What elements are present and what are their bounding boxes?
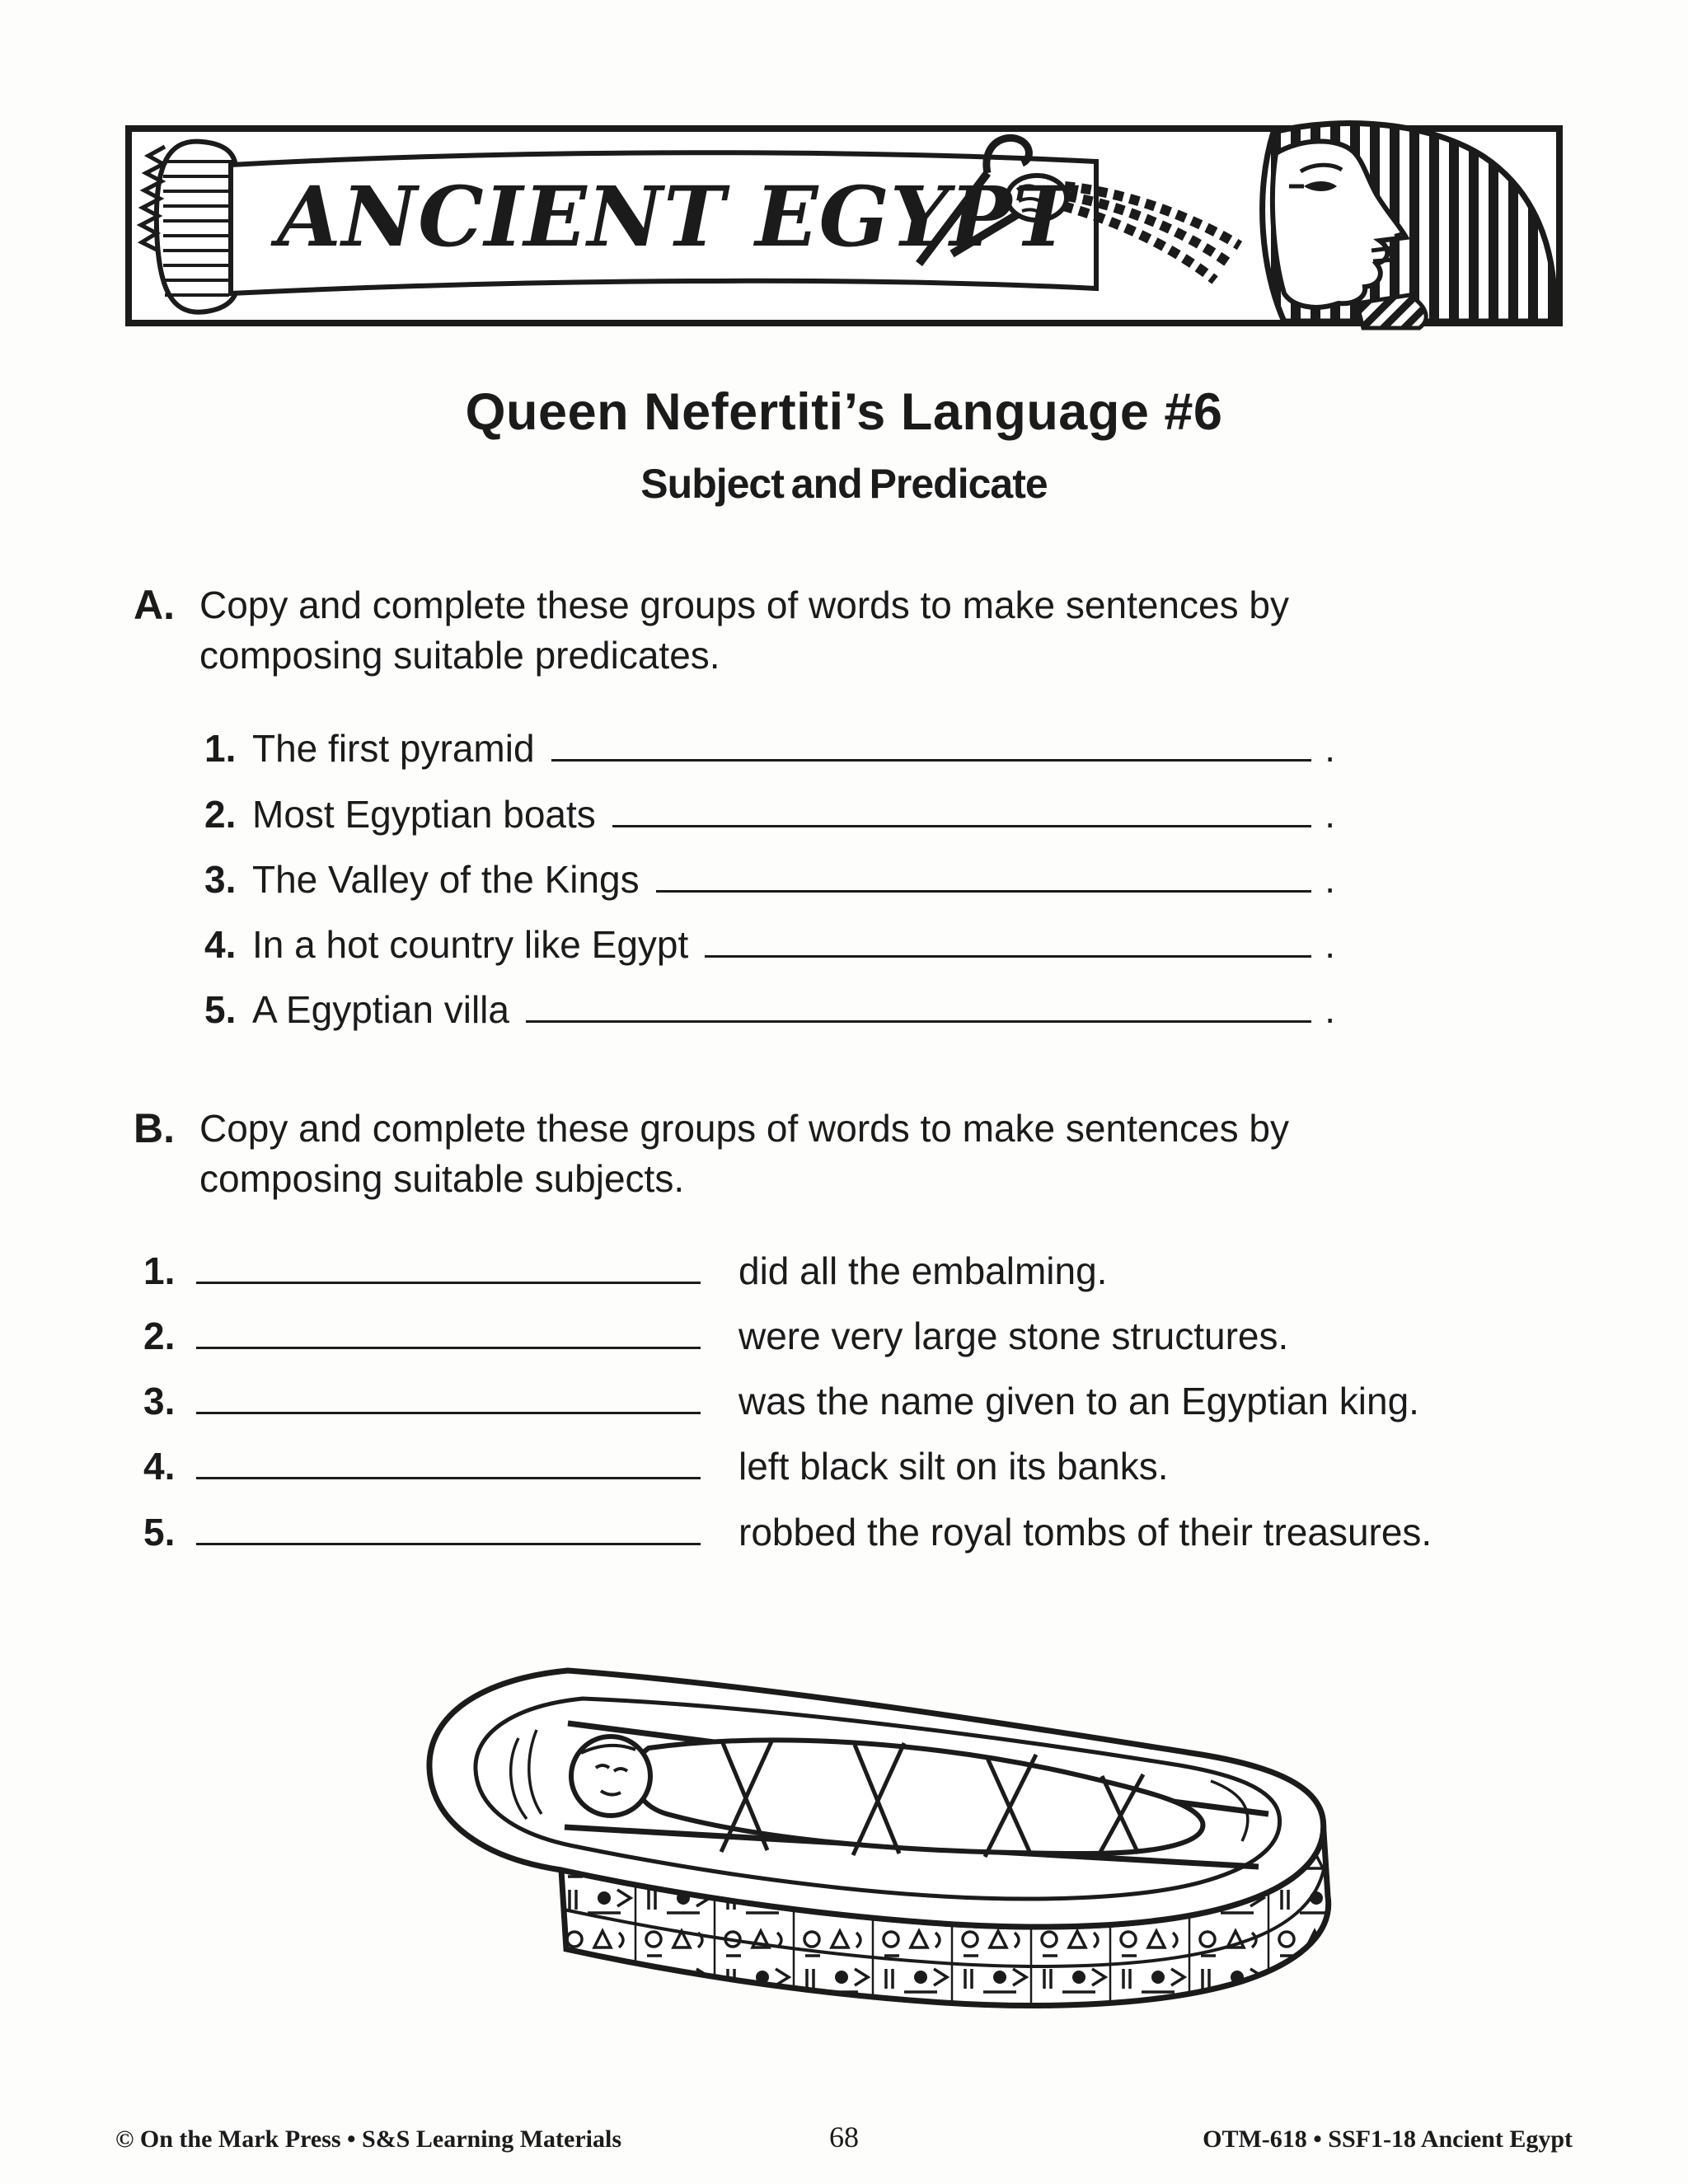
section-b-items <box>143 1249 1564 1555</box>
section-b-label: B. <box>134 1105 175 1152</box>
page-footer <box>115 2120 1573 2154</box>
write-in-line <box>551 759 1312 762</box>
section-a-label: A. <box>134 582 175 628</box>
banner-title: ANCIENT EGYPT <box>277 168 1075 265</box>
publisher-credit: © On the Mark Press • S&S Learning Materials <box>115 2125 621 2153</box>
page-title: Queen Nefertiti’s Language #6 <box>465 383 1223 441</box>
item-number: 2. <box>204 792 237 836</box>
write-in-line <box>656 890 1312 893</box>
fill-in-row <box>143 1444 1564 1489</box>
write-in-line <box>196 1543 701 1545</box>
section-a-instructions: Copy and complete these groups of words to make sentences by composing suitable predicates. <box>199 583 1289 677</box>
item-stem: The Valley of the Kings <box>252 857 640 901</box>
fill-in-row <box>204 987 1335 1033</box>
fill-in-row <box>204 726 1335 771</box>
item-stem: Most Egyptian boats <box>252 792 596 836</box>
item-number: 3. <box>143 1380 176 1423</box>
write-in-line <box>612 825 1311 827</box>
section-a-items <box>204 726 1335 1033</box>
write-in-line <box>196 1477 701 1479</box>
fill-in-row <box>204 792 1335 837</box>
line-terminator: . <box>1325 727 1335 771</box>
item-number: 5. <box>204 988 237 1032</box>
item-number: 4. <box>143 1445 176 1488</box>
item-stem: The first pyramid <box>252 727 535 771</box>
fill-in-row <box>143 1314 1564 1359</box>
item-stem: left black silt on its banks. <box>738 1445 1169 1488</box>
item-number: 3. <box>204 857 237 901</box>
section-a <box>124 580 1564 1033</box>
item-stem: were very large stone structures. <box>738 1315 1289 1357</box>
item-number: 4. <box>204 923 237 966</box>
section-b-instructions: Copy and complete these groups of words to make sentences by composing suitable subjects. <box>199 1107 1289 1201</box>
line-terminator: . <box>1325 792 1335 836</box>
write-in-line <box>705 955 1311 958</box>
item-number: 5. <box>143 1510 176 1554</box>
line-terminator: . <box>1325 857 1335 901</box>
item-number: 1. <box>204 727 237 771</box>
write-in-line <box>526 1020 1311 1023</box>
page-subtitle: Subject and Predicate <box>640 461 1048 507</box>
worksheet-body <box>0 580 1688 2043</box>
line-terminator: . <box>1325 988 1335 1032</box>
item-stem: A Egyptian villa <box>252 988 509 1032</box>
section-b <box>124 1104 1564 1554</box>
item-number: 1. <box>143 1249 176 1292</box>
item-stem: did all the embalming. <box>738 1249 1108 1292</box>
header-banner <box>124 114 1564 338</box>
item-stem: In a hot country like Egypt <box>252 923 689 966</box>
fill-in-row <box>143 1249 1564 1294</box>
fill-in-row <box>204 922 1335 968</box>
fill-in-row <box>143 1510 1564 1555</box>
write-in-line <box>196 1347 701 1349</box>
line-terminator: . <box>1325 923 1335 966</box>
item-number: 2. <box>143 1315 176 1357</box>
fill-in-row <box>143 1379 1564 1424</box>
write-in-line <box>196 1412 701 1414</box>
item-stem: robbed the royal tombs of their treasures. <box>738 1510 1432 1554</box>
write-in-line <box>196 1282 701 1284</box>
product-code: OTM-618 • SSF1-18 Ancient Egypt <box>1203 2125 1573 2153</box>
item-stem: was the name given to an Egyptian king. <box>738 1380 1419 1423</box>
sarcophagus-illustration <box>321 1606 1367 2043</box>
fill-in-row <box>204 857 1335 902</box>
page-number: 68 <box>829 2121 859 2154</box>
